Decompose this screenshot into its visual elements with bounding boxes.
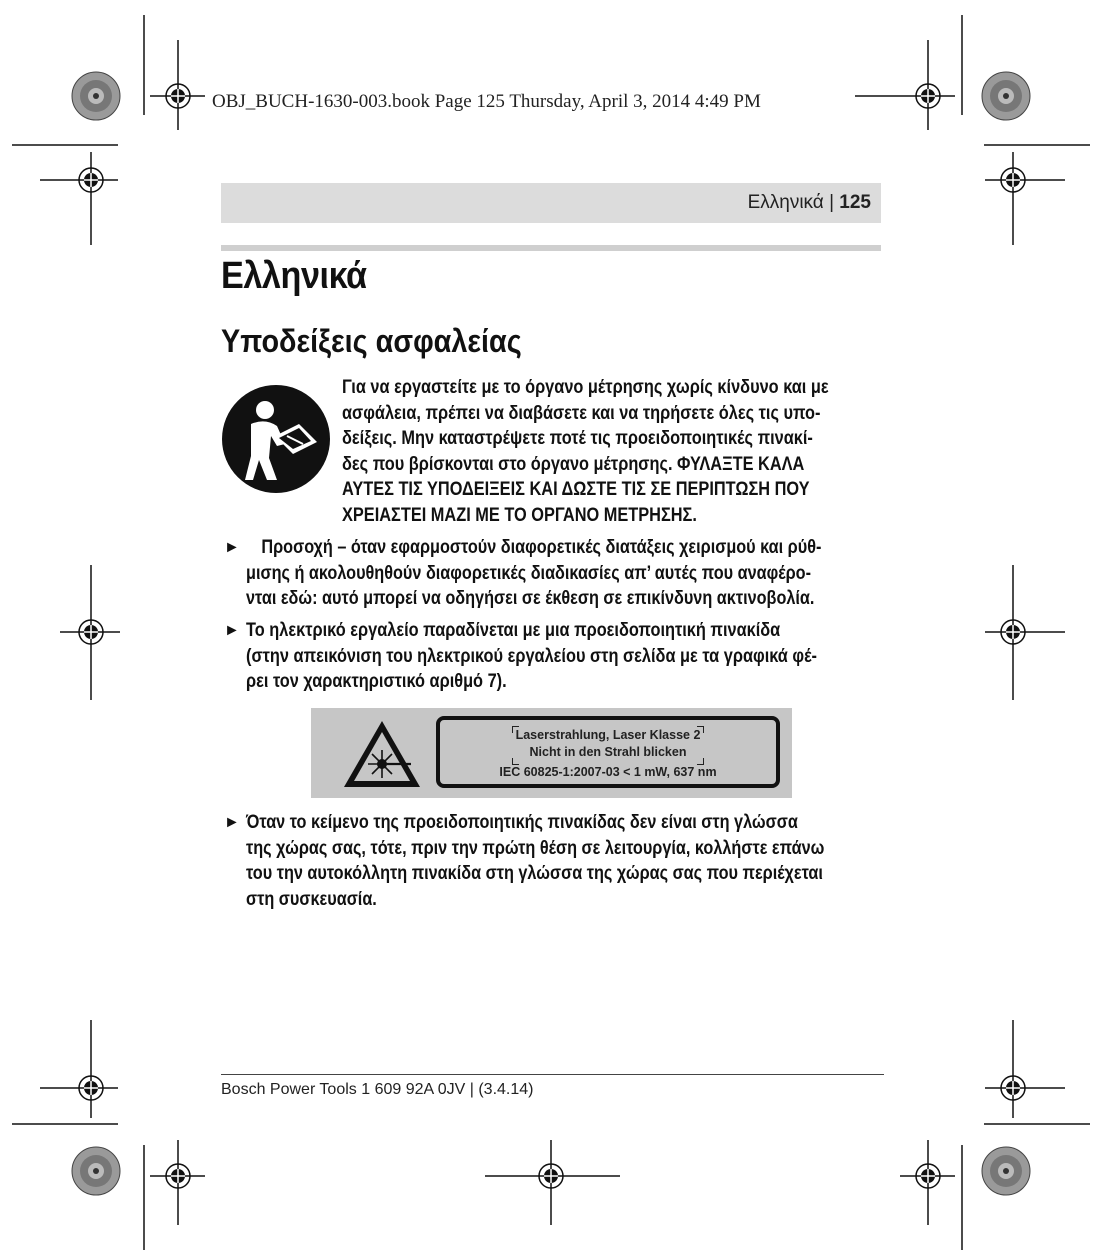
- intro-line: ΑΥΤΕΣ ΤΙΣ ΥΠΟΔΕΙΞΕΙΣ ΚΑΙ ΔΩΣΤΕ ΤΙΣ ΣΕ ΠΕΡΙΠΤΩΣΗ ΠΟΥ: [342, 479, 810, 500]
- label-line-1: Laserstrahlung, Laser Klasse 2: [515, 728, 701, 742]
- bullet-line: Το ηλεκτρικό εργαλείο παραδίνεται με μια προειδοποιητική πινακίδα: [246, 620, 781, 641]
- running-header: [221, 183, 881, 223]
- bullet-line: (στην απεικόνιση του ηλεκτρικού εργαλείου στη σελίδα με τα γραφικά φέ-: [246, 645, 817, 667]
- footer-rule: [221, 1074, 884, 1075]
- bullet-line: της χώρας σας, τότε, πριν την πρώτη θέση σε λειτουργία, κολλήστε επάνω: [246, 837, 825, 859]
- bullet-line: στη συσκευασία.: [246, 888, 377, 910]
- header-language: Ελληνικά: [747, 192, 824, 213]
- page-title: Ελληνικά: [221, 255, 367, 297]
- label-line-2: Nicht in den Strahl blicken: [529, 745, 687, 759]
- laser-warning-label: [311, 708, 792, 798]
- intro-line: δες που βρίσκονται στο όργανο μέτρησης. ΦΥΛΑΞΤΕ ΚΑΛΑ: [342, 453, 805, 475]
- bullet-item: [246, 618, 817, 695]
- intro-line: ΧΡΕΙΑΣΤΕΙ ΜΑΖΙ ΜΕ ΤΟ ΟΡΓΑΝΟ ΜΕΤΡΗΣΗΣ.: [342, 504, 697, 526]
- bullet-marker: ►: [224, 814, 240, 831]
- bullet-line: Προσοχή – όταν εφαρμοστούν διαφορετικές διατάξεις χειρισμού και ρύθ-: [261, 537, 822, 558]
- intro-line: ασφάλεια, πρέπει να διαβάσετε και να τηρήσετε όλες τις υπο-: [342, 402, 821, 424]
- bullet-line: νται εδώ: αυτό μπορεί να οδηγήσει σε έκθεση σε επικίνδυνη ακτινοβολία.: [246, 588, 815, 609]
- header-rule: [221, 245, 881, 251]
- header-page-number: 125: [839, 192, 871, 213]
- bullet-marker: ►: [224, 539, 240, 556]
- header-separator: |: [829, 192, 835, 213]
- read-manual-icon: [221, 384, 331, 494]
- print-header: OBJ_BUCH-1630-003.book Page 125 Thursday, April 3, 2014 4:49 PM: [212, 91, 761, 112]
- bullet-line: ρει τον χαρακτηριστικό αριθμό 7).: [246, 671, 507, 692]
- intro-line: Για να εργαστείτε με το όργανο μέτρησης χωρίς κίνδυνο και με: [342, 377, 829, 398]
- bullet-line: Όταν το κείμενο της προειδοποιητικής πινακίδας δεν είναι στη γλώσσα: [246, 812, 798, 833]
- section-title: Υποδείξεις ασφαλείας: [221, 323, 522, 359]
- label-text-frame: [436, 716, 780, 788]
- footer: Bosch Power Tools 1 609 92A 0JV | (3.4.14): [221, 1081, 534, 1098]
- intro-line: δείξεις. Μην καταστρέψετε ποτέ τις προειδοποιητικές πινακί-: [342, 428, 813, 449]
- bullet-item: [246, 810, 824, 912]
- bullet-line: του την αυτοκόλλητη πινακίδα στη γλώσσα της χώρας σας που περιέχεται: [246, 863, 823, 884]
- bullet-marker: ►: [224, 622, 240, 639]
- label-line-3: IEC 60825-1:2007-03 < 1 mW, 637 nm: [499, 765, 717, 779]
- bullet-item: [246, 535, 821, 612]
- laser-warning-icon: [341, 718, 423, 790]
- intro-paragraph: [342, 375, 829, 528]
- bullet-line: μισης ή ακολουθηθούν διαφορετικές διαδικασίες απ’ αυτές που αναφέρο-: [246, 562, 811, 584]
